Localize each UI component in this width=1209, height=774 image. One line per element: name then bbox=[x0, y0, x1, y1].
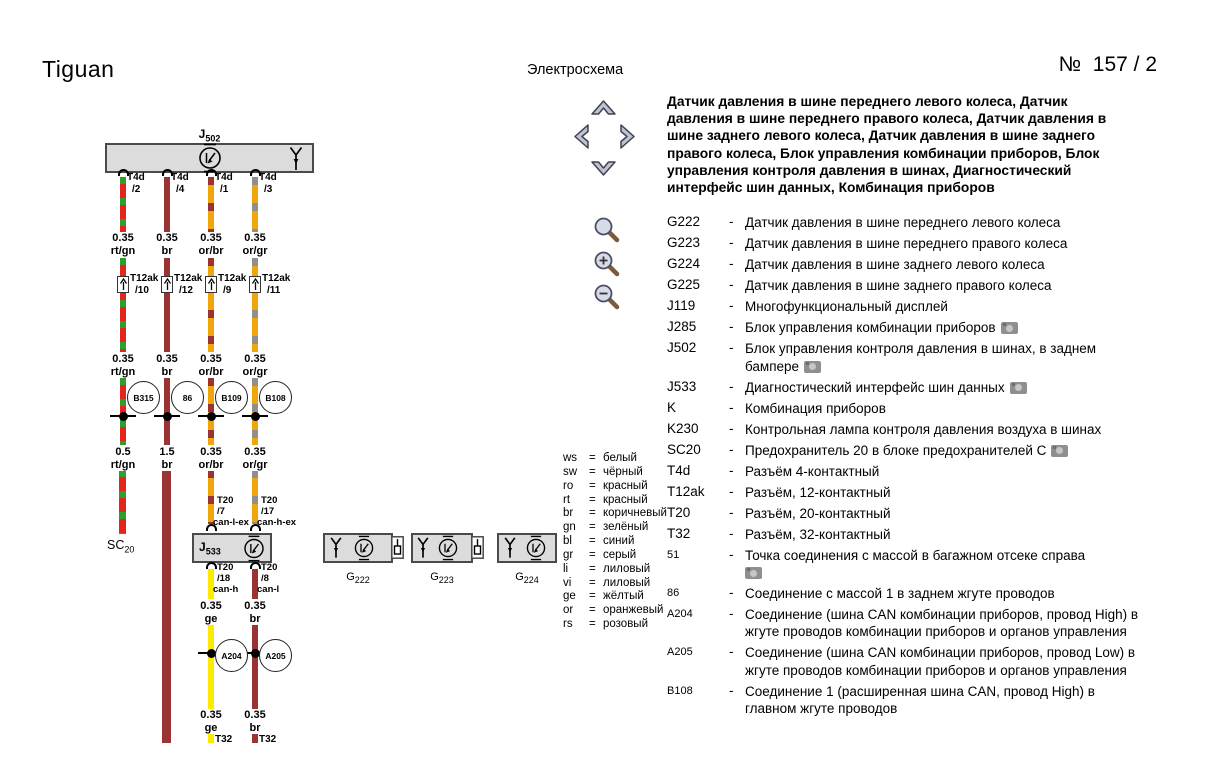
component-row bbox=[667, 585, 1143, 603]
component-code: J533 bbox=[667, 378, 697, 394]
vehicle-model-title: Tiguan bbox=[42, 56, 115, 82]
t20-pin-label: T20 /18 can-h bbox=[213, 562, 239, 595]
wire-color-code: or bbox=[563, 604, 574, 617]
component-row bbox=[667, 526, 1143, 544]
camera-icon[interactable] bbox=[1010, 382, 1027, 394]
camera-icon[interactable] bbox=[804, 361, 821, 373]
wire-color-name: коричневый bbox=[603, 507, 667, 520]
antenna-icon bbox=[329, 536, 343, 564]
junction-dot bbox=[119, 412, 128, 421]
sheet-number: № 157 / 2 bbox=[1058, 53, 1157, 76]
t12ak-pin-label: T12ak /10 bbox=[130, 273, 159, 296]
dash-separator: - bbox=[729, 340, 734, 355]
wire-gauge-color-label: 0.35 rt/gn bbox=[101, 232, 145, 257]
wire-gauge-color-label: 0.5 rt/gn bbox=[101, 446, 145, 471]
component-description: Комбинация приборов bbox=[745, 400, 886, 416]
component-code: SC20 bbox=[667, 441, 701, 457]
component-description: Датчик давления в шине заднего левого колеса bbox=[745, 257, 1045, 272]
component-row bbox=[667, 277, 1143, 295]
wire-gauge-color-label: 0.35 or/gr bbox=[233, 446, 277, 471]
component-row bbox=[667, 606, 1143, 641]
component-description: Точка соединения с массой в багажном отсеке справа bbox=[745, 547, 1143, 582]
dash-separator: - bbox=[729, 483, 734, 499]
wire-color-code: ge bbox=[563, 590, 576, 603]
component-code: K bbox=[667, 399, 677, 415]
component-row bbox=[667, 463, 1143, 481]
equals-sign: = bbox=[589, 535, 596, 548]
component-description: Датчик давления в шине переднего правого колеса bbox=[745, 236, 1068, 251]
t4d-pin-label: T4d /4 bbox=[171, 172, 189, 195]
sensor-symbol-icon bbox=[352, 535, 376, 566]
component-code: T32 bbox=[667, 525, 691, 541]
wire-color-code: rt bbox=[563, 493, 571, 506]
equals-sign: = bbox=[589, 604, 596, 617]
dash-separator: - bbox=[729, 298, 734, 313]
dash-separator: - bbox=[729, 682, 734, 698]
component-code: T20 bbox=[667, 504, 691, 520]
wire-color-code: bl bbox=[563, 535, 572, 548]
inline-connector-symbol bbox=[249, 276, 261, 293]
equals-sign: = bbox=[589, 590, 596, 603]
equals-sign: = bbox=[589, 493, 596, 506]
component-code: T4d bbox=[667, 462, 691, 478]
t12ak-pin-label: T12ak /11 bbox=[262, 273, 291, 296]
dash-separator: - bbox=[729, 441, 734, 457]
sheet-type-label: Электросхема bbox=[527, 62, 624, 78]
fuse-sc20-label: $SC_{20}$ bbox=[107, 538, 135, 555]
equals-sign: = bbox=[589, 548, 596, 561]
wire-color-name: серый bbox=[603, 548, 637, 561]
t12ak-pin-label: T12ak /12 bbox=[174, 273, 203, 296]
inline-connector-symbol bbox=[161, 276, 173, 293]
t32-pin-label-clipped: T32 bbox=[259, 735, 277, 743]
component-row bbox=[667, 442, 1143, 460]
equals-sign: = bbox=[589, 576, 596, 589]
wire-segment bbox=[208, 258, 214, 352]
g223-label: $G_{223}$ bbox=[430, 571, 454, 586]
component-code: G222 bbox=[667, 214, 701, 229]
battery-symbol-icon bbox=[391, 536, 404, 564]
equals-sign: = bbox=[589, 465, 596, 478]
wire-segment bbox=[164, 258, 170, 352]
component-code: K230 bbox=[667, 420, 699, 436]
dash-separator: - bbox=[729, 546, 734, 562]
t20-pin-label: T20 /17 can-h-ex bbox=[257, 495, 297, 528]
component-row bbox=[667, 400, 1143, 418]
wire-gauge-color-label: 0.35 or/gr bbox=[233, 353, 277, 378]
equals-sign: = bbox=[589, 452, 596, 464]
t20-pin-label: T20 /8 can-l bbox=[257, 562, 280, 595]
component-description: Разъём, 12-контактный bbox=[745, 484, 891, 500]
component-row bbox=[667, 319, 1143, 337]
wire-color-code: gn bbox=[563, 521, 576, 534]
dash-separator: - bbox=[729, 584, 734, 600]
component-description: Соединение (шина CAN комбинации приборов, провод Low) в жгуте проводов комбинации приборов и органов управления bbox=[745, 645, 1136, 678]
equals-sign: = bbox=[589, 562, 596, 575]
component-description: Соединение 1 (расширенная шина CAN, провод High) в главном жгуте проводов bbox=[745, 683, 1095, 716]
component-row bbox=[667, 683, 1143, 718]
component-row bbox=[667, 379, 1143, 397]
junction-circle: B109 bbox=[215, 381, 248, 414]
antenna-icon bbox=[416, 536, 430, 564]
component-code: B108 bbox=[667, 684, 693, 697]
wire-color-name: жёлтый bbox=[603, 590, 644, 603]
equals-sign: = bbox=[589, 521, 596, 534]
j502-label: $J_{502}$ bbox=[198, 127, 221, 144]
dash-separator: - bbox=[729, 605, 734, 621]
component-description: Диагностический интерфейс шин данных bbox=[745, 379, 1143, 397]
connector-symbol bbox=[206, 524, 217, 531]
camera-icon[interactable] bbox=[1001, 322, 1018, 334]
wire-color-name: лиловый bbox=[603, 562, 651, 575]
wire-segment bbox=[164, 177, 170, 233]
wire-segment bbox=[208, 625, 214, 709]
wire-gauge-color-label: 0.35 br bbox=[145, 232, 189, 257]
component-description: Соединение с массой 1 в заднем жгуте проводов bbox=[745, 585, 1055, 601]
t12ak-pin-label: T12ak /9 bbox=[218, 273, 247, 296]
g222-label: $G_{222}$ bbox=[346, 571, 370, 586]
wire-gauge-color-label: 0.35 or/br bbox=[189, 446, 233, 471]
dash-separator: - bbox=[729, 420, 734, 436]
component-code: G225 bbox=[667, 277, 701, 292]
component-legend-list bbox=[667, 214, 1143, 721]
antenna-icon bbox=[288, 146, 304, 176]
sensor-symbol-icon bbox=[436, 535, 460, 566]
wire-color-name: синий bbox=[603, 535, 635, 548]
junction-circle: A204 bbox=[215, 639, 248, 672]
equals-sign: = bbox=[589, 479, 596, 492]
component-row bbox=[667, 484, 1143, 502]
dash-separator: - bbox=[729, 525, 734, 541]
wire-color-code: li bbox=[563, 562, 569, 575]
component-description: Предохранитель 20 в блоке предохранителей C bbox=[745, 442, 1143, 460]
dash-separator: - bbox=[729, 644, 734, 659]
wire-color-name: лиловый bbox=[603, 576, 651, 589]
camera-icon[interactable] bbox=[745, 567, 762, 579]
wire-segment bbox=[208, 177, 214, 233]
wire-gauge-color-label: 0.35 br bbox=[233, 600, 277, 625]
wire-segment bbox=[120, 177, 126, 233]
wire-gauge-color-label: 0.35 ge bbox=[189, 709, 233, 734]
component-row bbox=[667, 505, 1143, 523]
t4d-pin-label: T4d /2 bbox=[127, 172, 145, 195]
component-code: J502 bbox=[667, 340, 697, 355]
component-code: T12ak bbox=[667, 483, 705, 499]
t20-pin-label: T20 /7 can-l-ex bbox=[213, 495, 249, 528]
wire-gauge-color-label: 0.35 or/br bbox=[189, 232, 233, 257]
component-code: 51 bbox=[667, 548, 680, 561]
component-description: Датчик давления в шине заднего правого колеса bbox=[745, 278, 1052, 293]
dash-separator: - bbox=[729, 399, 734, 415]
wire-gauge-color-label: 0.35 or/gr bbox=[233, 232, 277, 257]
wire-gauge-color-label: 0.35 br bbox=[145, 353, 189, 378]
t32-pin-label-clipped: T32 bbox=[215, 735, 233, 743]
wire-segment bbox=[119, 470, 126, 534]
component-row bbox=[667, 298, 1143, 316]
component-row bbox=[667, 214, 1143, 232]
component-description: Разъём, 20-контактный bbox=[745, 505, 891, 521]
component-code: G223 bbox=[667, 235, 701, 250]
wire-color-name: чёрный bbox=[603, 465, 643, 478]
wire-color-code: br bbox=[563, 507, 574, 520]
dash-separator: - bbox=[729, 277, 734, 292]
wire-segment bbox=[252, 258, 258, 352]
battery-symbol-icon bbox=[471, 536, 484, 564]
wire-color-code: gr bbox=[563, 548, 574, 561]
t4d-pin-label: T4d /3 bbox=[259, 172, 277, 195]
component-code: A205 bbox=[667, 646, 693, 658]
component-description: Многофункциональный дисплей bbox=[745, 299, 948, 314]
dash-separator: - bbox=[729, 378, 734, 394]
wire-color-name: красный bbox=[603, 493, 648, 506]
component-code: J119 bbox=[667, 298, 696, 313]
dash-separator: - bbox=[729, 462, 734, 478]
component-description: Блок управления контроля давления в шинах, в заднем бампере bbox=[745, 341, 1097, 374]
wire-color-code: rs bbox=[563, 618, 573, 631]
equals-sign: = bbox=[589, 618, 596, 631]
dash-separator: - bbox=[729, 504, 734, 520]
page-title: Датчик давления в шине переднего левого колеса, Датчик давления в шине переднего правого колеса, Датчик давления в шине заднего левого колеса, Датчик давления в шине заднего правого колеса, Блок управления комбинации приборов, Блок управления контроля давления в шинах, Диагностический интерфейс шин данных, Комбинация приборов bbox=[667, 94, 1107, 196]
component-code: A204 bbox=[667, 607, 693, 620]
t4d-pin-label: T4d /1 bbox=[215, 172, 233, 195]
wire-color-code: sw bbox=[563, 465, 578, 478]
antenna-icon bbox=[503, 536, 517, 564]
dash-separator: - bbox=[729, 319, 734, 334]
junction-circle: 86 bbox=[171, 381, 204, 414]
junction-dot bbox=[207, 412, 216, 421]
component-row bbox=[667, 547, 1143, 582]
camera-icon[interactable] bbox=[1051, 445, 1068, 457]
junction-circle: A205 bbox=[259, 639, 292, 672]
junction-circle: B108 bbox=[259, 381, 292, 414]
wire-segment bbox=[252, 177, 258, 233]
wire-gauge-color-label: 0.35 or/br bbox=[189, 353, 233, 378]
dash-separator: - bbox=[729, 256, 734, 271]
j533-label: $J_{533}$ bbox=[199, 540, 221, 557]
component-row bbox=[667, 256, 1143, 274]
g224-label: $G_{224}$ bbox=[515, 571, 539, 586]
dash-separator: - bbox=[729, 235, 734, 250]
component-code: G224 bbox=[667, 256, 701, 271]
junction-circle: B315 bbox=[127, 381, 160, 414]
wire-color-code: ws bbox=[563, 452, 578, 464]
component-description: Блок управления комбинации приборов bbox=[745, 319, 1143, 337]
wire-color-code: vi bbox=[563, 576, 572, 589]
wire-gauge-color-label: 0.35 br bbox=[233, 709, 277, 734]
component-row bbox=[667, 644, 1143, 679]
component-description: Соединение (шина CAN комбинации приборов, провод High) в жгуте проводов комбинации приборов и органов управления bbox=[745, 606, 1139, 639]
wire-segment bbox=[162, 470, 171, 743]
wire-color-code: ro bbox=[563, 479, 574, 492]
inline-connector-symbol bbox=[117, 276, 129, 293]
wire-gauge-color-label: 1.5 br bbox=[145, 446, 189, 471]
component-description: Датчик давления в шине переднего левого колеса bbox=[745, 215, 1061, 230]
component-code: 86 bbox=[667, 586, 680, 599]
component-code: J285 bbox=[667, 319, 697, 334]
component-description: Разъём 4-контактный bbox=[745, 463, 880, 479]
junction-dot bbox=[163, 412, 172, 421]
connector-symbol bbox=[250, 524, 261, 531]
wire-gauge-color-label: 0.35 ge bbox=[189, 600, 233, 625]
wire-color-name: белый bbox=[603, 452, 637, 464]
component-description: Контрольная лампа контроля давления воздуха в шинах bbox=[745, 421, 1102, 437]
wire-gauge-color-label: 0.35 rt/gn bbox=[101, 353, 145, 378]
component-description: Разъём, 32-контактный bbox=[745, 526, 891, 542]
sensor-symbol-icon bbox=[524, 535, 548, 566]
wire-segment bbox=[120, 258, 126, 352]
junction-dot bbox=[251, 412, 260, 421]
inline-connector-symbol bbox=[205, 276, 217, 293]
component-row bbox=[667, 340, 1143, 375]
wire-color-name: зелёный bbox=[603, 521, 649, 534]
equals-sign: = bbox=[589, 507, 596, 520]
wire-color-name: оранжевый bbox=[603, 604, 664, 617]
wire-segment bbox=[252, 625, 258, 709]
component-row bbox=[667, 235, 1143, 253]
component-row bbox=[667, 421, 1143, 439]
dash-separator: - bbox=[729, 214, 734, 229]
wire-color-name: красный bbox=[603, 479, 648, 492]
wire-color-name: розовый bbox=[603, 618, 649, 631]
